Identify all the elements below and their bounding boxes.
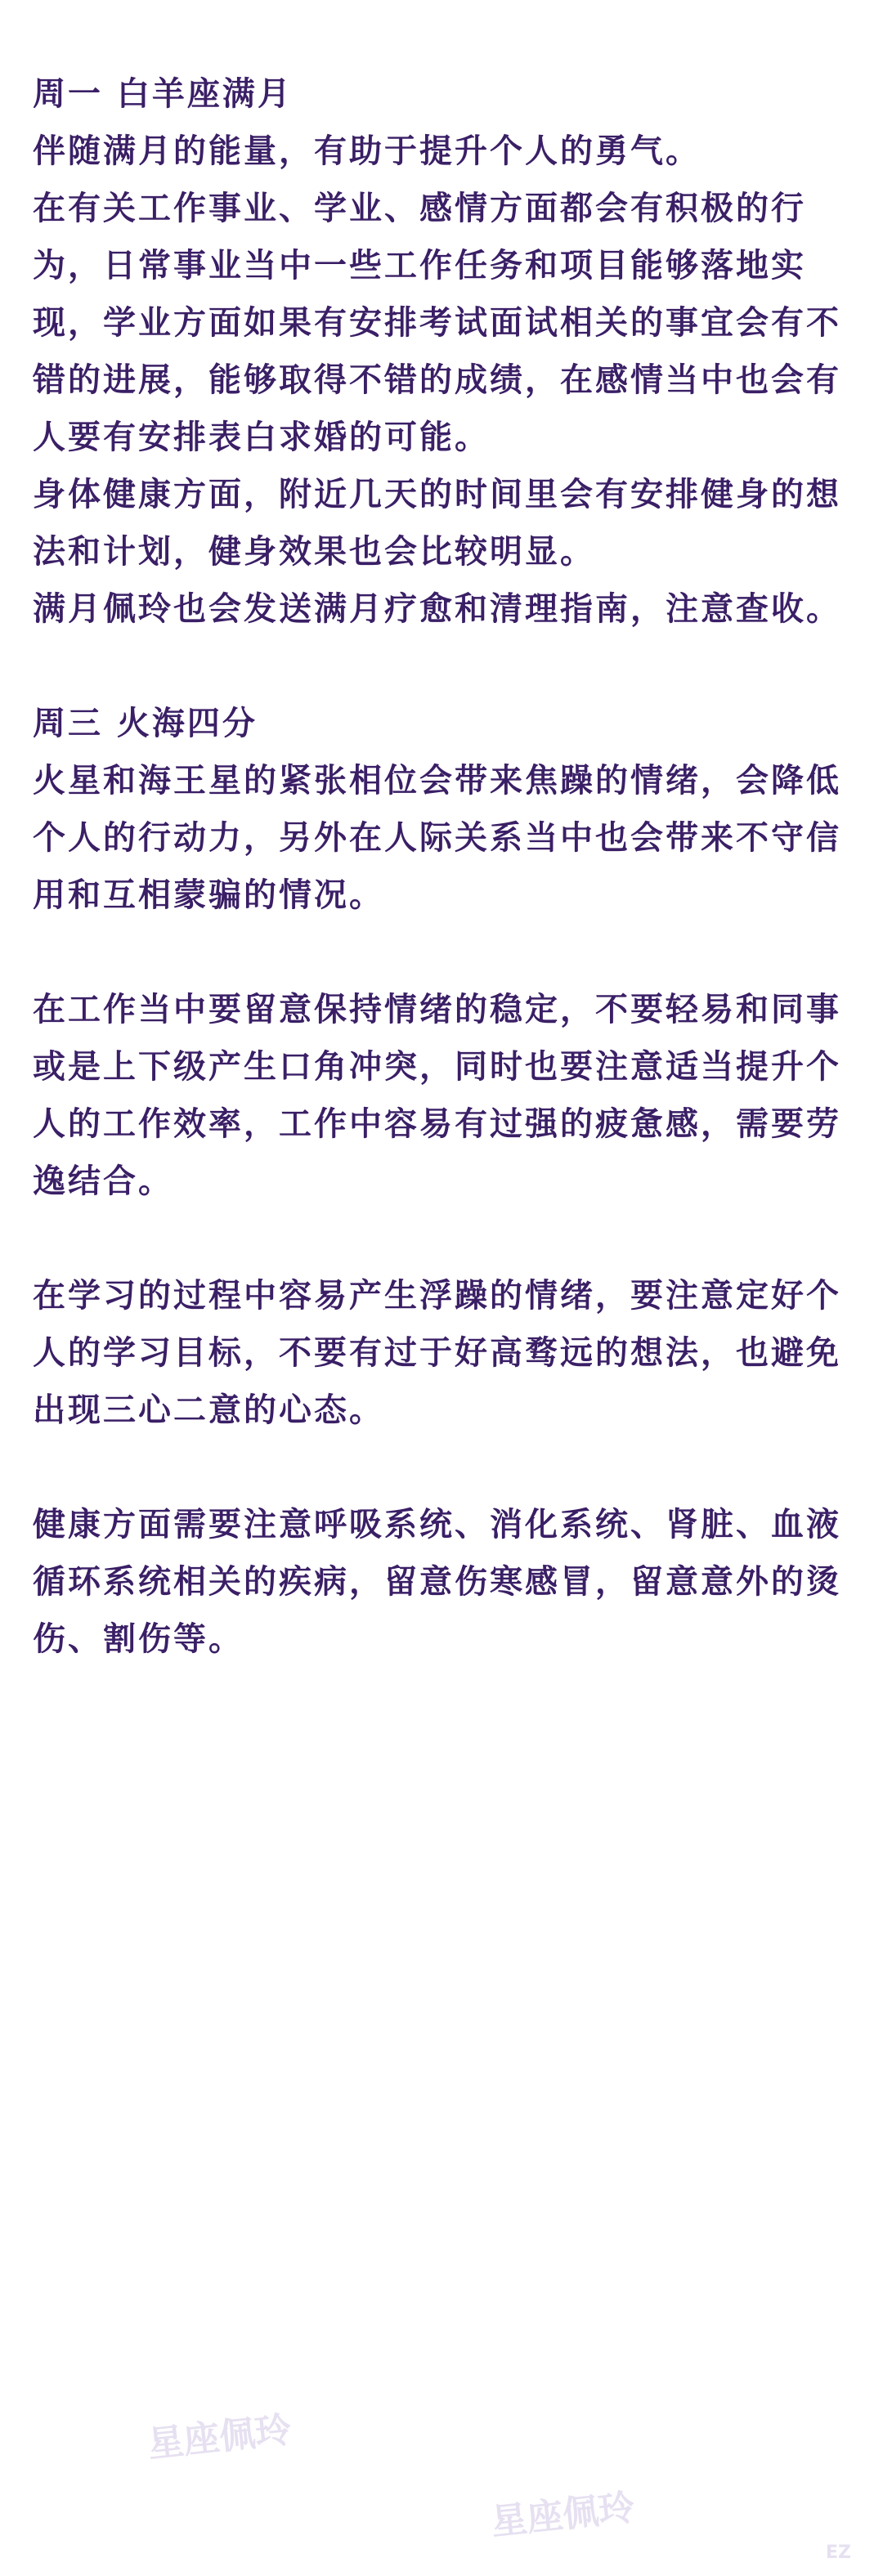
section-monday <box>33 65 850 638</box>
paragraph: 满月佩玲也会发送满月疗愈和清理指南，注意查收。 <box>33 590 841 628</box>
watermark: 星座佩玲 <box>146 2408 294 2466</box>
section-heading: 周三 火海四分 <box>33 705 258 742</box>
paragraph: 火星和海王星的紧张相位会带来焦躁的情绪，会降低个人的行动力，另外在人际关系当中也会带来不守信用和互相蒙骗的情况。 <box>33 762 841 914</box>
paragraph-spacer <box>33 1210 850 1267</box>
watermark: EZ <box>826 2542 851 2563</box>
section-heading: 周一 白羊座满月 <box>33 75 293 113</box>
section-spacer <box>33 638 850 695</box>
section-wednesday <box>33 695 850 1668</box>
paragraph: 伴随满月的能量，有助于提升个人的勇气。 <box>33 132 701 170</box>
paragraph: 健康方面需要注意呼吸系统、消化系统、肾脏、血液循环系统相关的疾病，留意伤寒感冒，留意意外的烫伤、割伤等。 <box>33 1506 841 1658</box>
paragraph-spacer <box>33 924 850 981</box>
paragraph: 在有关工作事业、学业、感情方面都会有积极的行为，日常事业当中一些工作任务和项目能够落地实现，学业方面如果有安排考试面试相关的事宜会有不错的进展，能够取得不错的成绩，在感情当中也会有人要有安排表白求婚的可能。 <box>33 190 841 456</box>
paragraph: 身体健康方面，附近几天的时间里会有安排健身的想法和计划，健身效果也会比较明显。 <box>33 476 841 571</box>
watermark: 星座佩玲 <box>489 2486 637 2544</box>
paragraph-spacer <box>33 1439 850 1496</box>
paragraph: 在学习的过程中容易产生浮躁的情绪，要注意定好个人的学习目标，不要有过于好高骛远的想法，也避免出现三心二意的心态。 <box>33 1277 841 1429</box>
paragraph: 在工作当中要留意保持情绪的稳定，不要轻易和同事或是上下级产生口角冲突，同时也要注意适当提升个人的工作效率，工作中容易有过强的疲惫感，需要劳逸结合。 <box>33 991 841 1200</box>
